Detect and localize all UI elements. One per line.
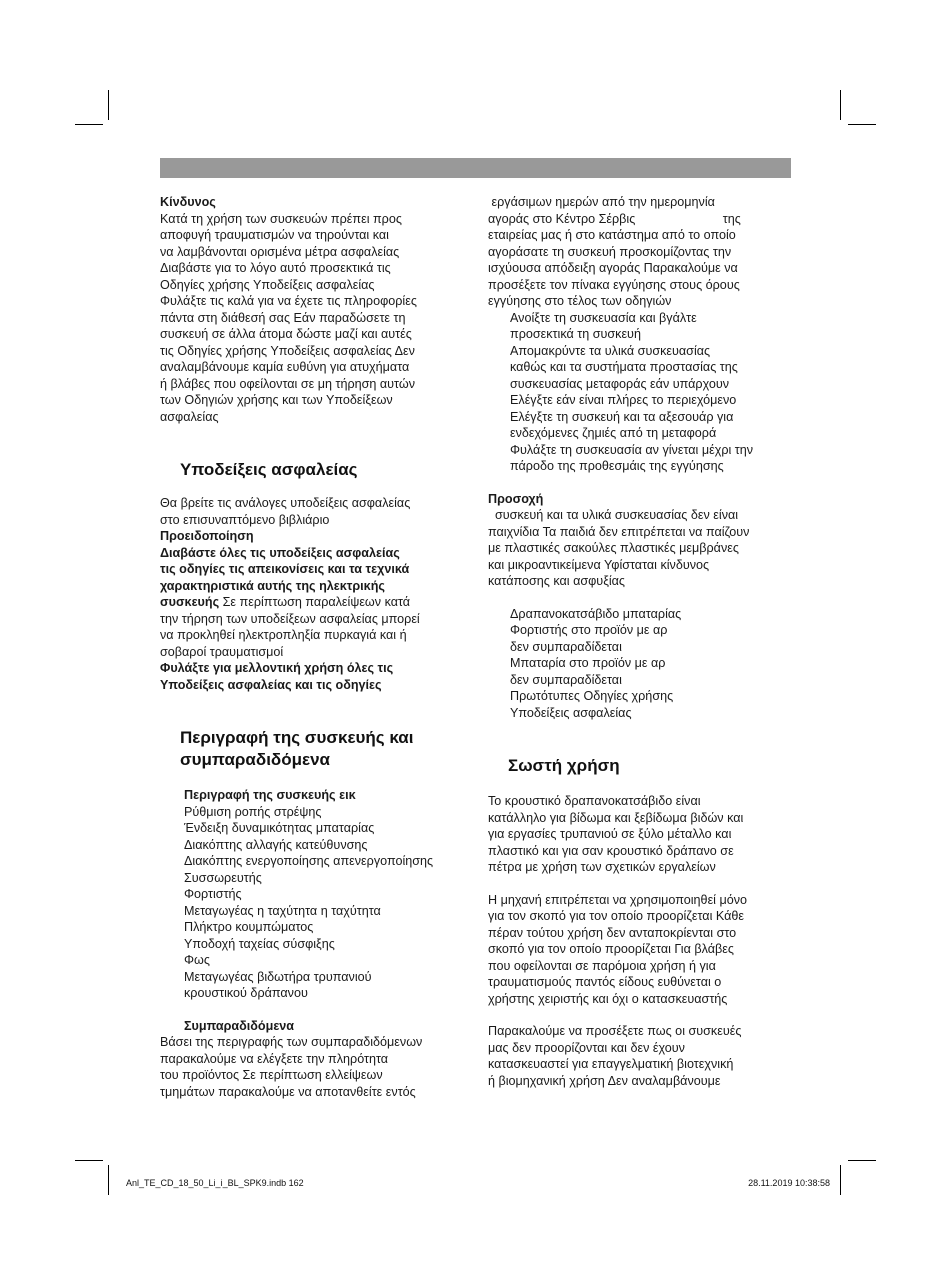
use-line: κατάλληλο για βίδωμα και ξεβίδωμα βιδών και <box>488 810 744 825</box>
crop-mark-bottom-left-vertical <box>108 1165 109 1195</box>
use-paragraph-2 <box>488 892 793 1008</box>
warning-bold-inline: συσκευής <box>160 595 220 609</box>
keep-bold-line: Φυλάξτε για μελλοντική χρήση όλες τις <box>160 661 394 675</box>
step-line: προσεκτικά τη συσκευή <box>510 327 641 341</box>
warning-mixed-line <box>160 594 470 611</box>
use-line: Το κρουστικό δραπανοκατσάβιδο είναι <box>488 794 701 808</box>
step-line: συσκευασίας μεταφοράς εάν υπάρχουν <box>510 376 730 391</box>
caution-text <box>488 507 793 590</box>
device-part: Συσσωρευτής <box>184 870 262 885</box>
delivery-contents <box>488 606 793 722</box>
use-title: Σωστή χρήση <box>508 756 620 775</box>
right-column <box>488 194 793 1089</box>
device-part: Διακόπτης αλλαγής κατεύθυνσης <box>184 837 368 852</box>
warning-bold-line: Διαβάστε όλες τις υποδείξεις ασφαλείας <box>160 545 400 560</box>
use-line: ή βιομηχανική χρήση Δεν αναλαμβάνουμε <box>488 1073 721 1088</box>
cont-line: εγγύησης στο τέλος των οδηγιών <box>488 294 672 308</box>
unpacking-steps <box>488 310 793 475</box>
caution-heading: Προσοχή <box>488 491 544 506</box>
caution-line: συσκευή και τα υλικά συσκευασίας δεν είναι <box>488 508 739 522</box>
warning-line: την τήρηση των υποδείξεων ασφαλείας μπορεί <box>160 611 420 626</box>
danger-line: αποφυγή τραυματισμών να τηρούνται και <box>160 228 389 242</box>
danger-line: πάντα στη διάθεσή σας Εάν παραδώσετε τη <box>160 310 406 325</box>
use-line: τραυματισμούς παντός είδους ευθύνεται ο <box>488 975 722 989</box>
device-part: Φως <box>184 953 210 967</box>
description-title <box>160 727 470 771</box>
contents-item: Φορτιστής στο προϊόν με αρ <box>510 623 668 637</box>
scope-line: τμημάτων παρακαλούμε να αποτανθείτε εντός <box>160 1084 416 1099</box>
danger-line: τις Οδηγίες χρήσης Υποδείξεις ασφαλείας Δεν <box>160 343 415 358</box>
scope-line: παρακαλούμε να ελέγξετε την πληρότητα <box>160 1051 389 1066</box>
danger-line: Οδηγίες χρήσης Υποδείξεις ασφαλείας <box>160 277 375 292</box>
device-part: Μεταγωγέας η ταχύτητα η ταχύτητα <box>184 903 381 918</box>
use-line: χρήστης χειριστής και όχι ο κατασκευαστής <box>488 991 728 1006</box>
device-description <box>160 787 470 1002</box>
safety-line: στο επισυναπτόμενο βιβλιάριο <box>160 512 330 527</box>
step-line: ενδεχόμενες ζημιές από τη μεταφορά <box>510 426 717 440</box>
use-line: για τον σκοπό για τον οποίο προορίζεται Κάθε <box>488 909 745 923</box>
warning-inline-rest: Σε περίπτωση παραλείψεων κατά <box>219 595 411 609</box>
cont-line: αγοράσατε τη συσκευή προσκομίζοντας την <box>488 244 732 259</box>
use-paragraph-1 <box>488 793 793 876</box>
danger-heading: Κίνδυνος <box>160 195 216 209</box>
warning-text <box>160 545 470 694</box>
cont-line: εταιρείας μας ή στο κατάστημα από το οποίο <box>488 228 736 242</box>
caution-line: με πλαστικές σακούλες πλαστικές μεμβράνες <box>488 541 739 555</box>
scope-line: του προϊόντος Σε περίπτωση ελλείψεων <box>160 1068 383 1082</box>
danger-line: αναλαμβάνουμε καμία ευθύνη για ατυχήματα <box>160 360 410 374</box>
keep-bold-line: Υποδείξεις ασφαλείας και τις οδηγίες <box>160 677 382 692</box>
step-line: Ελέγξτε εάν είναι πλήρες το περιεχόμενο <box>510 393 737 407</box>
use-line: πέτρα με χρήση των σχετικών εργαλείων <box>488 860 716 874</box>
use-line: πλαστικό και για σαν κρουστικό δράπανο σε <box>488 843 734 858</box>
warning-line: σοβαροί τραυματισμοί <box>160 644 284 659</box>
use-line: σκοπό για τον οποίο προορίζεται Για βλάβες <box>488 942 734 956</box>
step-line: πάροδο της προθεσμάις της εγγύησης <box>510 459 724 473</box>
contents-item: Μπαταρία στο προϊόν με αρ <box>510 656 666 670</box>
danger-text <box>160 211 470 426</box>
scope-line: Βάσει της περιγραφής των συμπαραδιδόμενων <box>160 1035 423 1049</box>
device-desc-heading: Περιγραφή της συσκευής εικ <box>184 788 356 802</box>
warning-bold-line: χαρακτηριστικά αυτής της ηλεκτρικής <box>160 578 385 593</box>
contents-item: Πρωτότυπες Οδηγίες χρήσης <box>510 689 674 703</box>
use-line: Η μηχανή επιτρέπεται να χρησιμοποιηθεί μόνο <box>488 892 748 907</box>
use-line: Παρακαλούμε να προσέξετε πως οι συσκευές <box>488 1024 742 1038</box>
danger-line: Φυλάξτε τις καλά για να έχετε τις πληροφορίες <box>160 294 417 308</box>
step-line: Φυλάξτε τη συσκευασία αν γίνεται μέχρι την <box>510 442 754 457</box>
device-part: Φορτιστής <box>184 887 242 901</box>
danger-line: συσκευή σε άλλα άτομα δώστε μαζί και αυτές <box>160 327 412 341</box>
crop-mark-top-left-horizontal <box>75 124 103 125</box>
contents-item: δεν συμπαραδίδεται <box>510 639 622 654</box>
crop-mark-bottom-left-horizontal <box>75 1160 103 1161</box>
device-part: Διακόπτης ενεργοποίησης απενεργοποίησης <box>184 854 434 868</box>
caution-line: παιχνίδια Τα παιδιά δεν επιτρέπεται να παίζουν <box>488 524 750 539</box>
device-part: Πλήκτρο κουμπώματος <box>184 920 314 934</box>
device-part: Υποδοχή ταχείας σύσφιξης <box>184 936 335 951</box>
warning-line: να προκληθεί ηλεκτροπληξία πυρκαγιά και ή <box>160 628 407 642</box>
scope-heading: Συμπαραδιδόμενα <box>184 1018 295 1033</box>
description-title-line: Περιγραφή της συσκευής και <box>180 728 414 747</box>
danger-line: Κατά τη χρήση των συσκευών πρέπει προς <box>160 211 402 226</box>
danger-line: ασφαλείας <box>160 409 219 424</box>
caution-line: και μικροαντικείμενα Υφίσταται κίνδυνος <box>488 557 710 572</box>
crop-mark-top-right-horizontal <box>848 124 876 125</box>
danger-line: των Οδηγιών χρήσης και των Υποδείξεων <box>160 393 393 407</box>
left-column <box>160 194 470 1100</box>
safety-title: Υποδείξεις ασφαλείας <box>180 460 358 479</box>
step-line: Ελέγξτε τη συσκευή και τα αξεσουάρ για <box>510 409 734 424</box>
use-line: για εργασίες τρυπανιού σε ξύλο μέταλλο και <box>488 827 732 841</box>
use-line: πέραν τούτου χρήση δεν ανταποκρίενται στο <box>488 925 737 940</box>
contents-item: Υποδείξεις ασφαλείας <box>510 705 632 720</box>
warning-bold-line: τις οδηγίες τις απεικονίσεις και τα τεχνικά <box>160 562 410 576</box>
cont-line: ισχύουσα απόδειξη αγοράς Παρακαλούμε να <box>488 261 738 275</box>
footer-file-label: Anl_TE_CD_18_50_Li_i_BL_SPK9.indb 162 <box>126 1178 304 1188</box>
crop-mark-top-left-vertical <box>108 90 109 120</box>
cont-line: αγοράς στο Κέντρο Σέρβις της <box>488 211 741 226</box>
description-title-line: συμπαραδιδόμενα <box>180 750 330 769</box>
step-line: Ανοίξτε τη συσκευασία και βγάλτε <box>510 310 697 325</box>
use-line: κατασκευαστεί για επαγγελματική βιοτεχνική <box>488 1057 734 1071</box>
device-part: κρουστικού δράπανου <box>184 986 308 1000</box>
scope-continuation <box>488 194 793 310</box>
danger-line: να λαμβάνονται ορισμένα μέτρα ασφαλείας <box>160 244 400 259</box>
use-line: μας δεν προορίζονται και δεν έχουν <box>488 1040 685 1055</box>
caution-line: κατάποσης και ασφυξίας <box>488 574 625 588</box>
warning-heading: Προειδοποίηση <box>160 529 254 543</box>
device-part: Ένδειξη δυναμικότητας μπαταρίας <box>184 821 375 835</box>
cont-line: εργάσιμων ημερών από την ημερομηνία <box>488 195 715 209</box>
step-line: Απομακρύντε τα υλικά συσκευασίας <box>510 343 711 358</box>
crop-mark-bottom-right-vertical <box>840 1165 841 1195</box>
header-bar <box>160 158 791 178</box>
device-part: Μεταγωγέας βιδωτήρα τρυπανιού <box>184 969 372 984</box>
footer-timestamp: 28.11.2019 10:38:58 <box>748 1178 830 1188</box>
step-line: καθώς και τα συστήματα προστασίας της <box>510 360 738 374</box>
scope-text <box>160 1034 470 1100</box>
crop-mark-top-right-vertical <box>840 90 841 120</box>
contents-item: Δραπανοκατσάβιδο μπαταρίας <box>510 606 682 621</box>
crop-mark-bottom-right-horizontal <box>848 1160 876 1161</box>
contents-item: δεν συμπαραδίδεται <box>510 672 622 687</box>
danger-line: ή βλάβες που οφείλονται σε μη τήρηση αυτών <box>160 376 415 391</box>
safety-line: Θα βρείτε τις ανάλογες υποδείξεις ασφαλείας <box>160 496 411 510</box>
device-part: Ρύθμιση ροπής στρέψης <box>184 804 322 819</box>
use-line: που οφείλονται σε παρόμοια χρήση ή για <box>488 958 716 973</box>
safety-text <box>160 495 470 528</box>
cont-line: προσέξετε τον πίνακα εγγύησης στους όρους <box>488 277 740 292</box>
use-paragraph-3 <box>488 1023 793 1089</box>
danger-line: Διαβάστε για το λόγο αυτό προσεκτικά τις <box>160 261 391 275</box>
